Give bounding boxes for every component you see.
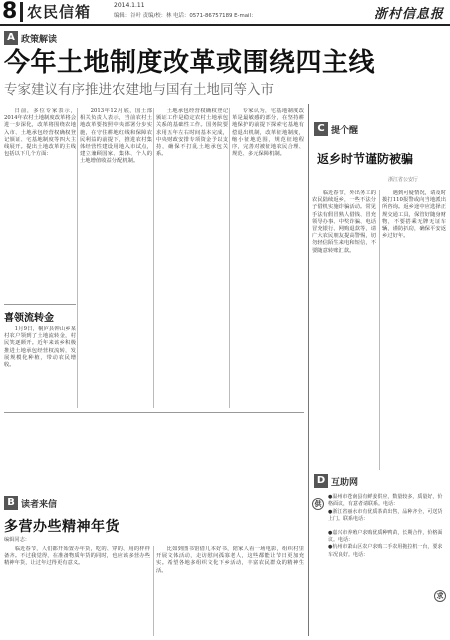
section-name: 农民信箱 bbox=[20, 2, 112, 22]
column-divider bbox=[379, 190, 380, 470]
article-a-column-4: 专家认为，宅基地制度改革是最敏感的部分，在坚持耕地保护的前提下探索宅基地有偿退出机制，改革征地制度，缩小征地范围，规范征地程序，完善对被征地农民合理、规范、多元保障机制。 bbox=[232, 108, 304, 158]
page-header bbox=[0, 0, 450, 24]
section-c-letter: C bbox=[314, 122, 328, 136]
section-c-title: 提个醒 bbox=[331, 125, 359, 136]
brief-text: 1月9日，桐庐县钟山乡某村农户领到了土地流转金，村民笑逐颜开。近年来该乡积极推进土地承包经营权流转，发展规模化种植，带动农民增收。 bbox=[4, 326, 76, 369]
reminder-byline: 浙江省公安厅 bbox=[388, 177, 419, 183]
section-b-top-rule bbox=[4, 412, 304, 413]
main-subheadline: 专家建议有序推进农建地与国有土地同等入市 bbox=[4, 82, 274, 98]
brief-top-rule bbox=[4, 304, 76, 305]
section-b-letter: B bbox=[4, 496, 18, 510]
article-a-column-2: 2013年12月底，国土部相关负责人表示，当前农村土地改革要按照中央部署分步实施，在守住耕地红线和保障农民利益的前提下，推进农村集体经营性建设用地入市试点，建立兼顾国家、集体、个人的土地增值收益分配机制。 bbox=[80, 108, 152, 165]
section-a-title: 政策解读 bbox=[21, 34, 58, 45]
ad-item: ●浙江省丽水市有优质茶苗出售，品种齐全，可送货上门。联系电话： bbox=[328, 508, 443, 523]
section-d-label bbox=[314, 474, 358, 488]
column-divider bbox=[229, 108, 230, 408]
masthead-logo: 浙村信息报 bbox=[373, 7, 444, 22]
column-divider bbox=[77, 108, 78, 408]
article-a-column-3: 土地承包经营权确权登记颁证工作是稳定农村土地承包关系的基础性工作。国务院要求用五年左右时间基本完成，中央财政安排专项资金予以支持，确保不打乱土地承包关系。 bbox=[156, 108, 228, 158]
section-b-label bbox=[4, 496, 57, 510]
page-number: 8 bbox=[2, 0, 18, 24]
section-a-letter: A bbox=[4, 31, 18, 45]
header-rule bbox=[0, 24, 450, 26]
section-d-title: 互助网 bbox=[331, 477, 359, 488]
editor-meta: 编辑：谷叶 责编/校：林 电话：0571-86757189 E-mail： bbox=[114, 13, 257, 19]
section-divider bbox=[308, 104, 309, 636]
ad-item: ●温州市苍南县有鲜姜供应，数量较多，质量好，价格面议，有意者请联系。电话： bbox=[328, 494, 443, 508]
section-a-label bbox=[4, 31, 57, 45]
section-d-letter: D bbox=[314, 474, 328, 488]
main-headline: 今年土地制度改革或围绕四主线 bbox=[4, 48, 376, 78]
issue-date: 2014.1.11 bbox=[114, 2, 145, 9]
letter-headline: 多营办些精神年货 bbox=[4, 519, 120, 535]
column-divider bbox=[153, 546, 154, 636]
column-divider bbox=[153, 108, 154, 408]
section-c-label bbox=[314, 122, 358, 136]
letter-greeting: 编辑同志： bbox=[4, 537, 30, 543]
supply-badge: 供 bbox=[312, 498, 324, 510]
section-b-title: 读者来信 bbox=[21, 499, 58, 510]
article-c-column-2: 遇到可疑情况，请及时拨打110报警或向当地派出所咨询。返乡途中应选择正规交通工具，保管好随身财物，不要搭乘无牌无证车辆，谨防扒窃，确保平安返乡过好年。 bbox=[382, 190, 446, 240]
article-c-column-1: 临近春节，外出务工的农民陆续返乡，一些不法分子借机实施诈骗活动。常见手法有假冒熟人借钱、冒充领导办事、中奖诈骗、电话冒充银行、网购退款等，请广大农民朋友提高警惕，切勿轻信陌生来电和短信，不要随意转账汇款。 bbox=[312, 190, 376, 254]
brief-headline: 喜领流转金 bbox=[4, 313, 54, 324]
letter-column-1: 临近春节，人们都开始置办年货，吃的、穿的、用的样样备齐。不过我觉得，在准备物质年货的同时，也应该多营办些精神年货，让过年过得更有意义。 bbox=[4, 546, 150, 567]
letter-column-2: 比如到图书馆借几本好书，陪家人看一场电影，组织村里开展文体活动，走访慰问孤寡老人，这些都能让节日更加充实。希望各地多组织文化下乡活动，丰富农民群众的精神生活。 bbox=[156, 546, 304, 574]
ad-item: ●嘉兴市养殖户求购优质种鸭苗，长期合作，价格面议。电话： bbox=[328, 529, 443, 544]
classified-ads bbox=[312, 494, 446, 636]
article-a-column-1: 日前，多位专家表示，2014年农村土地制度改革将会进一步深化，改革将围绕农地入市、土地承包经营权确权登记颁证、宅基地制度等四大主线展开。提出土地改革的主线包括以下几个方面： bbox=[4, 108, 76, 158]
ad-item: ●杭州市萧山区农户求购二手农用拖拉机一台，要求车况良好。电话： bbox=[328, 544, 443, 558]
demand-badge: 求 bbox=[434, 590, 446, 602]
reminder-headline: 返乡时节谨防被骗 bbox=[317, 152, 414, 166]
